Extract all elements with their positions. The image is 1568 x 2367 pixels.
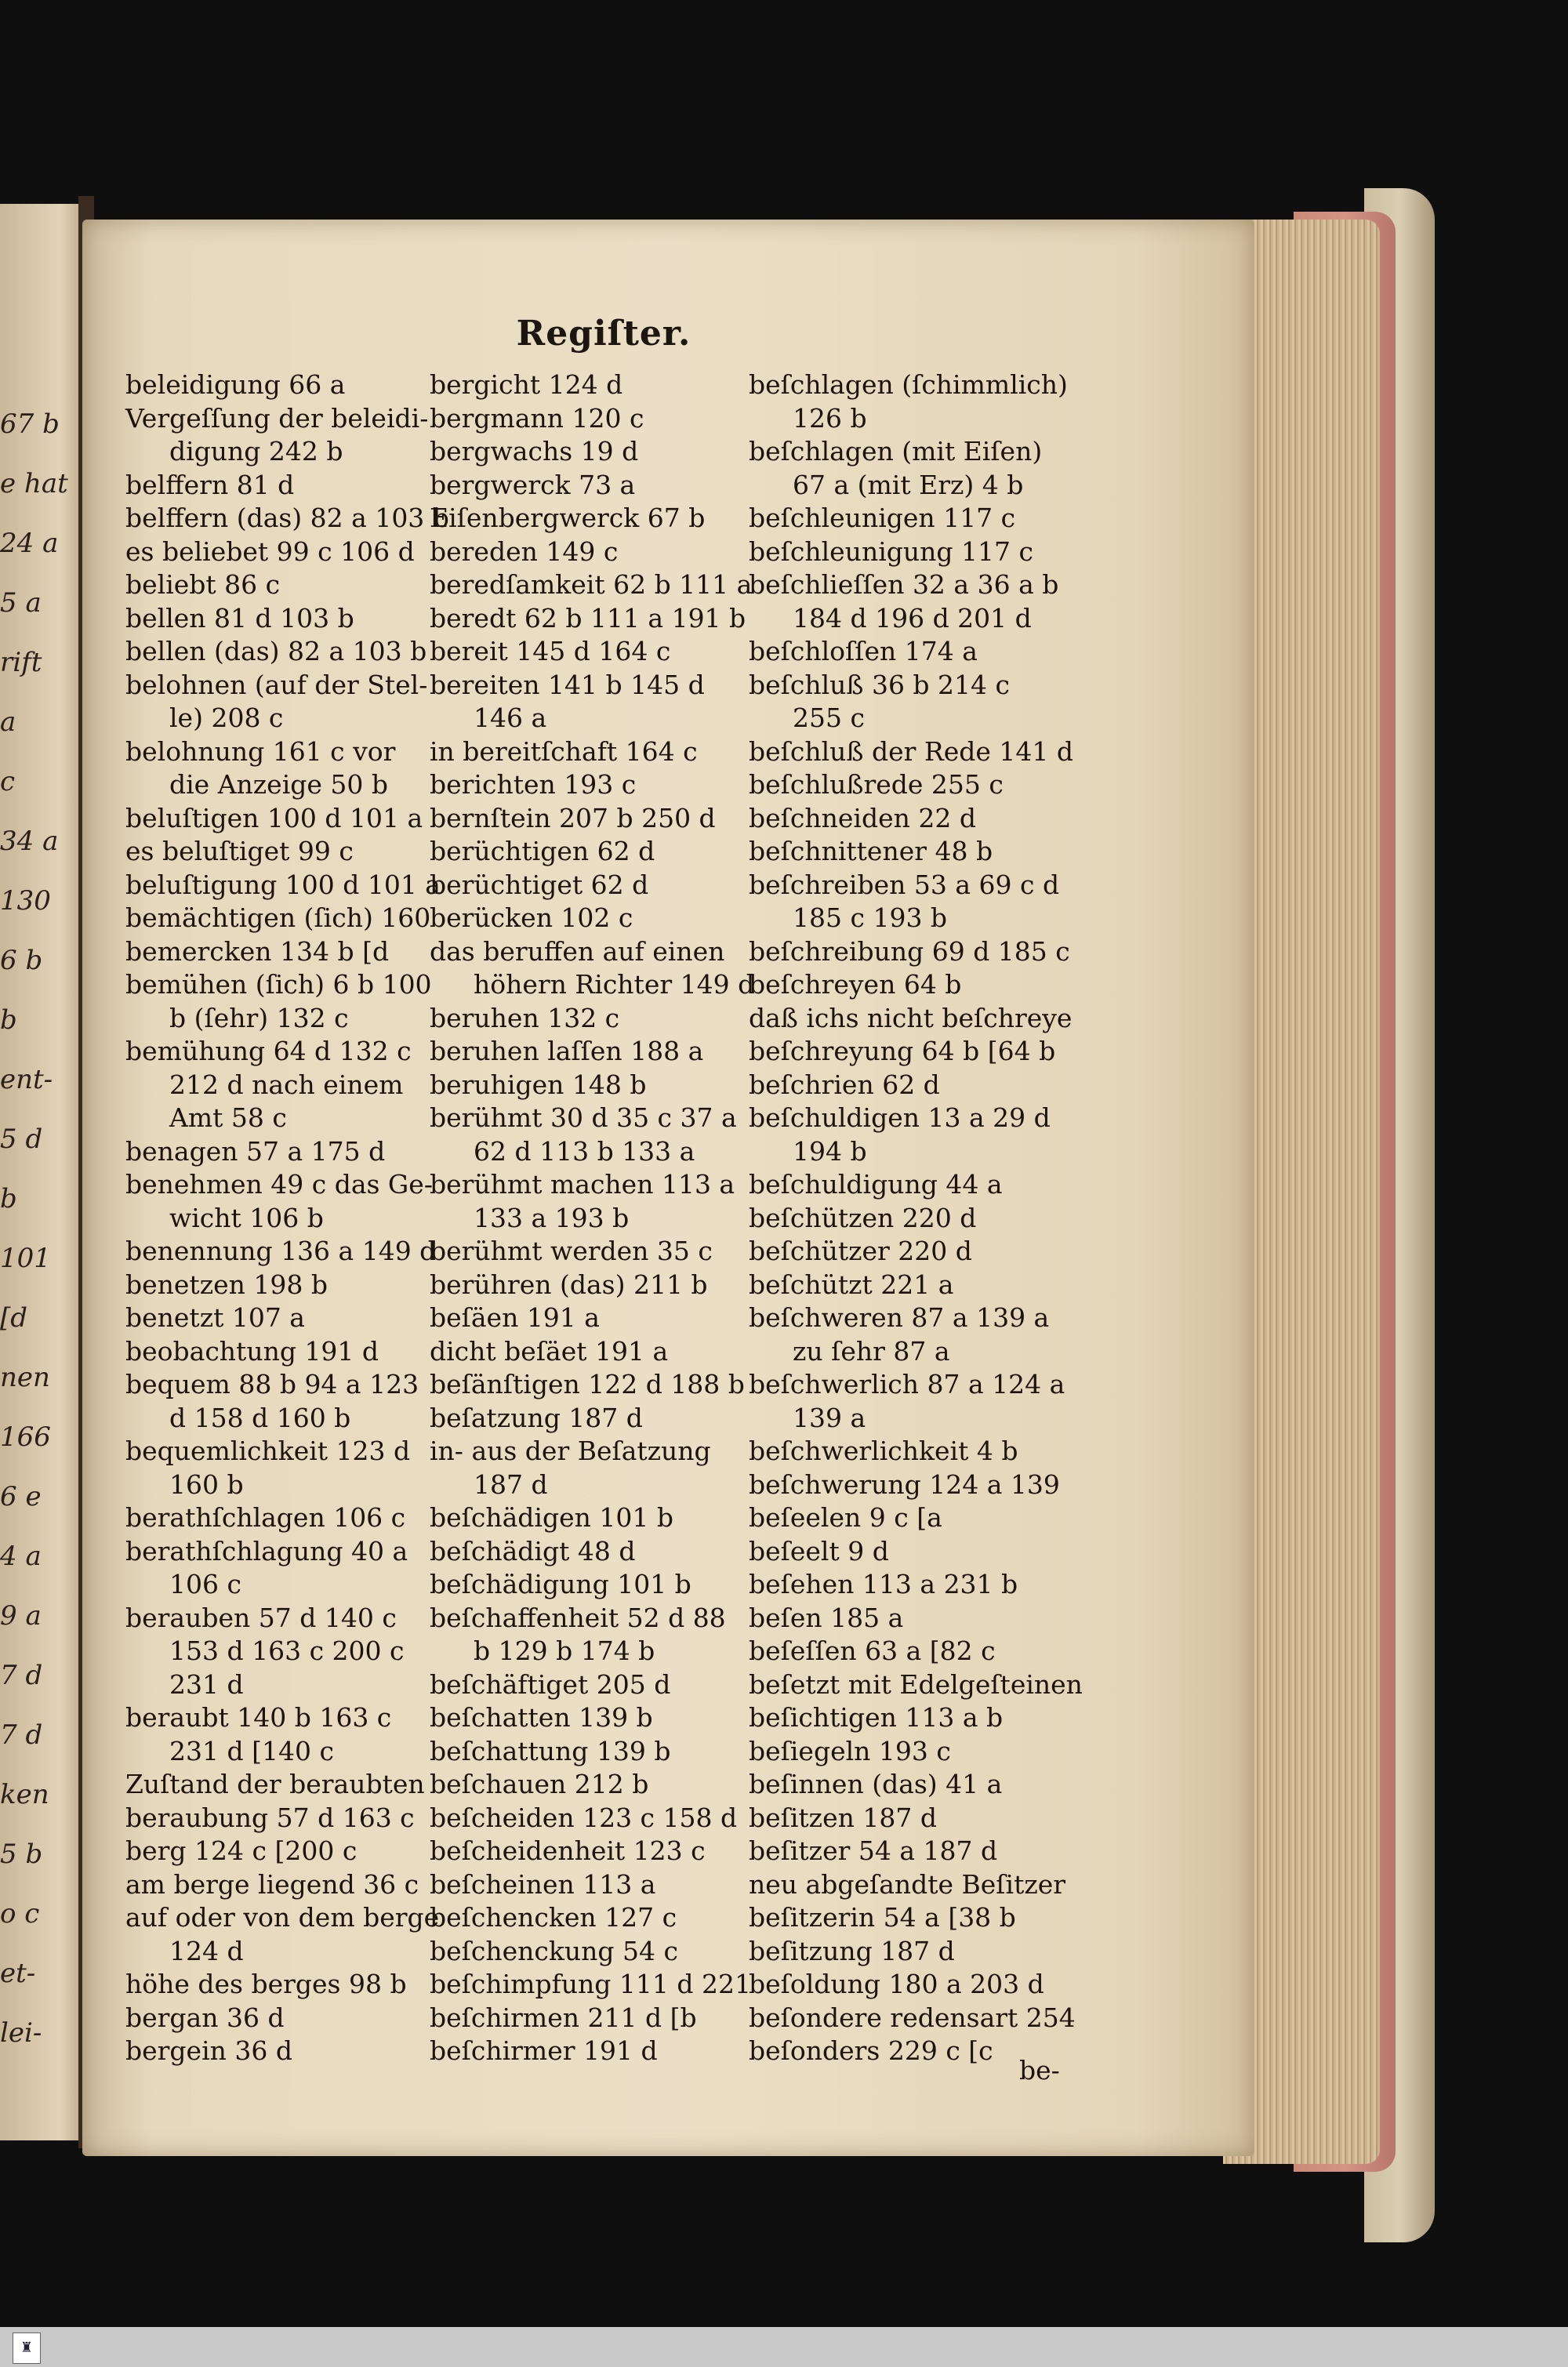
index-entry: bellen (das) 82 a 103 b <box>125 636 427 666</box>
index-entry: beſchleunigung 117 c <box>749 535 1033 567</box>
index-entry: beſänſtigen 122 d 188 b <box>430 1369 745 1400</box>
index-entry: 231 d <box>169 1668 244 1700</box>
index-entry: bemächtigen (ſich) 160 <box>125 902 431 933</box>
index-entry: bergwachs 19 d <box>430 436 639 467</box>
index-entry: höhe des berges 98 b <box>125 1969 407 1999</box>
index-entry: beſchauen 212 b <box>430 1769 649 1799</box>
margin-fragment: ent- <box>0 1064 53 1095</box>
index-entry: 194 b <box>793 1135 867 1167</box>
index-entry: beſchuldigen 13 a 29 d <box>749 1102 1051 1133</box>
index-entry: beſchleunigen 117 c <box>749 503 1016 533</box>
index-entry: 67 a (mit Erz) 4 b <box>793 469 1024 500</box>
index-entry: beſchattung 139 b <box>430 1735 671 1766</box>
index-entry: auf oder von dem berge <box>125 1902 440 1933</box>
index-entry: b 129 b 174 b <box>474 1635 655 1666</box>
index-entry: beſatzung 187 d <box>430 1402 643 1433</box>
index-entry: berühmt 30 d 35 c 37 a <box>430 1102 737 1133</box>
margin-fragment: b <box>0 1183 17 1214</box>
index-entry: beſchrien 62 d <box>749 1069 940 1100</box>
index-entry: beſchluß der Rede 141 d <box>749 735 1073 767</box>
index-entry: beſchlußrede 255 c <box>749 769 1004 800</box>
index-entry: es beluſtiget 99 c <box>125 836 354 866</box>
index-entry: bergan 36 d <box>125 2002 285 2033</box>
index-entry: benetzt 107 a <box>125 1302 305 1333</box>
left-page <box>0 204 86 2140</box>
margin-fragment: c <box>0 766 16 797</box>
index-entry: beredt 62 b 111 a 191 b <box>430 602 746 633</box>
index-entry: Zuſtand der beraubten <box>125 1769 425 1799</box>
index-entry: in bereitſchaft 164 c <box>430 735 698 767</box>
index-entry: beſitzen 187 d <box>749 1802 937 1833</box>
margin-fragment: a <box>0 706 16 738</box>
index-entry: bernſtein 207 b 250 d <box>430 802 716 833</box>
index-entry: benehmen 49 c das Ge- <box>125 1169 433 1200</box>
index-entry: beſcheidenheit 123 c <box>430 1835 706 1866</box>
index-entry: belohnen (auf der Stel- <box>125 669 428 700</box>
index-entry: beruhen 132 c <box>430 1002 620 1033</box>
margin-fragment: o c <box>0 1898 40 1930</box>
index-entry: bergwerck 73 a <box>430 469 636 500</box>
index-entry: bequemlichkeit 123 d <box>125 1436 411 1466</box>
margin-fragment: 5 a <box>0 587 42 619</box>
index-entry: digung 242 b <box>169 436 343 467</box>
index-entry: beſchuldigung 44 a <box>749 1169 1003 1200</box>
index-entry: beſchatten 139 b <box>430 1702 653 1733</box>
margin-fragment: lei- <box>0 2017 42 2049</box>
index-entry: beſchloſſen 174 a <box>749 636 978 666</box>
index-entry: beſchreyung 64 b [64 b <box>749 1036 1056 1066</box>
index-entry: Amt 58 c <box>169 1102 287 1133</box>
index-entry: 126 b <box>793 402 867 434</box>
margin-fragment: 6 b <box>0 945 43 976</box>
index-entry: beſeelt 9 d <box>749 1535 889 1567</box>
index-entry: beſchencken 127 c <box>430 1902 677 1933</box>
index-entry: benetzen 198 b <box>125 1269 328 1300</box>
index-entry: neu abgeſandte Beſitzer <box>749 1868 1066 1900</box>
index-column-3 <box>749 368 1083 2068</box>
index-entry: beſonders 229 c [c <box>749 2035 993 2066</box>
index-entry: beſiegeln 193 c <box>749 1735 951 1766</box>
index-entry: benagen 57 a 175 d <box>125 1135 386 1167</box>
index-entry: le) 208 c <box>169 702 284 733</box>
index-entry: beſitzerin 54 a [38 b <box>749 1902 1016 1933</box>
index-entry: bereden 149 c <box>430 535 619 567</box>
index-entry: 124 d <box>169 1935 244 1966</box>
index-entry: beſchluß 36 b 214 c <box>749 669 1010 700</box>
index-entry: daß ichs nicht beſchreye <box>749 1002 1073 1033</box>
index-entry: beſcheiden 123 c 158 d <box>430 1802 738 1833</box>
margin-fragment: et- <box>0 1958 36 1989</box>
index-entry: 212 d nach einem <box>169 1069 404 1100</box>
index-entry: wicht 106 b <box>169 1202 324 1233</box>
index-entry: bergein 36 d <box>125 2035 292 2066</box>
index-entry: bellen 81 d 103 b <box>125 602 354 633</box>
index-entry: beſetzt mit Edelgeſteinen <box>749 1668 1083 1700</box>
index-entry: bequem 88 b 94 a 123 <box>125 1369 419 1400</box>
index-entry: beluſtigung 100 d 101 a <box>125 869 441 900</box>
index-entry: in- aus der Beſatzung <box>430 1436 711 1466</box>
margin-fragment: nen <box>0 1362 50 1393</box>
margin-fragment: b <box>0 1004 17 1036</box>
index-entry: beſchlagen (mit Eiſen) <box>749 436 1043 467</box>
index-entry: beſchwerlichkeit 4 b <box>749 1436 1018 1466</box>
index-entry: Vergeſſung der beleidi- <box>125 402 429 434</box>
index-entry: beruhigen 148 b <box>430 1069 647 1100</box>
index-entry: berühren (das) 211 b <box>430 1269 708 1300</box>
index-entry: beſitzer 54 a 187 d <box>749 1835 998 1866</box>
index-entry: beſäen 191 a <box>430 1302 600 1333</box>
index-entry: bereit 145 d 164 c <box>430 636 671 666</box>
index-entry: beſchreibung 69 d 185 c <box>749 935 1070 967</box>
index-entry: 185 c 193 b <box>793 902 948 933</box>
index-entry: bemercken 134 b [d <box>125 935 390 967</box>
page-title: Regiſter. <box>516 314 691 354</box>
index-entry: beſitzung 187 d <box>749 1935 955 1966</box>
margin-fragment: rift <box>0 647 42 678</box>
index-entry: belffern (das) 82 a 103 b <box>125 503 449 533</box>
index-entry: beſchnittener 48 b <box>749 836 993 866</box>
index-entry: das beruffen auf einen <box>430 935 725 967</box>
index-entry: beſchirmen 211 d [b <box>430 2002 697 2033</box>
index-entry: beſchädigung 101 b <box>430 1569 691 1599</box>
index-entry: 146 a <box>474 702 547 733</box>
index-entry: beſeelen 9 c [a <box>749 1502 942 1533</box>
index-entry: berichten 193 c <box>430 769 637 800</box>
viewer-footer-bar <box>0 2327 1568 2367</box>
margin-fragment: 7 d <box>0 1719 43 1751</box>
left-margin-fragments <box>0 408 78 2076</box>
index-entry: 160 b <box>169 1468 244 1500</box>
index-entry: höhern Richter 149 d <box>474 969 755 1000</box>
index-entry: beſchützer 220 d <box>749 1236 972 1266</box>
index-entry: berauben 57 d 140 c <box>125 1602 397 1633</box>
index-entry: beſcheinen 113 a <box>430 1868 656 1900</box>
index-entry: berg 124 c [200 c <box>125 1835 358 1866</box>
index-entry: beſchützt 221 a <box>749 1269 954 1300</box>
index-entry: beſehen 113 a 231 b <box>749 1569 1018 1599</box>
index-entry: beſinnen (das) 41 a <box>749 1769 1003 1799</box>
index-entry: beſchwerlich 87 a 124 a <box>749 1369 1065 1400</box>
index-entry: berücken 102 c <box>430 902 633 933</box>
margin-fragment: 5 d <box>0 1124 43 1155</box>
index-entry: b (ſehr) 132 c <box>169 1002 349 1033</box>
index-entry: 255 c <box>793 702 865 733</box>
index-column-2 <box>430 368 755 2068</box>
index-entry: beſchädigt 48 d <box>430 1535 636 1567</box>
index-entry: am berge liegend 36 c <box>125 1868 419 1900</box>
margin-fragment: 166 <box>0 1421 51 1453</box>
index-entry: belffern 81 d <box>125 469 295 500</box>
index-entry: 231 d [140 c <box>169 1735 334 1766</box>
index-entry: berüchtiget 62 d <box>430 869 649 900</box>
index-entry: 139 a <box>793 1402 866 1433</box>
index-entry: bemühen (ſich) 6 b 100 <box>125 969 432 1000</box>
index-entry: bereiten 141 b 145 d <box>430 669 705 700</box>
index-entry: 62 d 113 b 133 a <box>474 1135 695 1167</box>
index-entry: beſchreyen 64 b <box>749 969 962 1000</box>
index-entry: es beliebet 99 c 106 d <box>125 535 415 567</box>
margin-fragment: 67 b <box>0 408 60 440</box>
index-entry: beraubt 140 b 163 c <box>125 1702 392 1733</box>
index-entry: beſchlieſſen 32 a 36 a b <box>749 569 1059 600</box>
index-entry: berühmt werden 35 c <box>430 1236 713 1266</box>
index-entry: beſchreiben 53 a 69 c d <box>749 869 1060 900</box>
index-entry: bergmann 120 c <box>430 402 644 434</box>
margin-fragment: 101 <box>0 1243 51 1274</box>
margin-fragment: 34 a <box>0 826 59 857</box>
index-entry: beſondere redensart 254 <box>749 2002 1076 2033</box>
index-entry: beſchützen 220 d <box>749 1202 977 1233</box>
index-entry: 184 d 196 d 201 d <box>793 602 1032 633</box>
index-entry: Eiſenbergwerck 67 b <box>430 503 706 533</box>
index-entry: beruhen laſſen 188 a <box>430 1036 704 1066</box>
index-entry: beleidigung 66 a <box>125 369 346 400</box>
index-entry: benennung 136 a 149 d <box>125 1236 437 1266</box>
index-entry: dicht beſäet 191 a <box>430 1335 669 1367</box>
index-entry: berüchtigen 62 d <box>430 836 655 866</box>
index-entry: beſchwerung 124 a 139 <box>749 1468 1060 1500</box>
index-entry: beſeſſen 63 a [82 c <box>749 1635 996 1666</box>
index-entry: beſchirmer 191 d <box>430 2035 658 2066</box>
margin-fragment: 24 a <box>0 528 59 559</box>
index-entry: berathſchlagung 40 a <box>125 1535 408 1567</box>
margin-fragment: 7 d <box>0 1660 43 1691</box>
index-entry: beliebt 86 c <box>125 569 281 600</box>
margin-fragment: 5 b <box>0 1839 43 1870</box>
margin-fragment: e hat <box>0 468 68 499</box>
index-entry: beſen 185 a <box>749 1602 904 1633</box>
index-entry: bemühung 64 d 132 c <box>125 1036 412 1066</box>
index-entry: beſchäftiget 205 d <box>430 1668 671 1700</box>
index-entry: berühmt machen 113 a <box>430 1169 735 1200</box>
index-entry: die Anzeige 50 b <box>169 769 389 800</box>
index-entry: beobachtung 191 d <box>125 1335 379 1367</box>
index-entry: beraubung 57 d 163 c <box>125 1802 415 1833</box>
index-entry: 106 c <box>169 1569 241 1599</box>
index-entry: beluſtigen 100 d 101 a <box>125 802 423 833</box>
margin-fragment: 130 <box>0 885 51 917</box>
index-entry: beſchaffenheit 52 d 88 <box>430 1602 726 1633</box>
index-entry: beredſamkeit 62 b 111 a <box>430 569 753 600</box>
index-entry: d 158 d 160 b <box>169 1402 351 1433</box>
margin-fragment: [d <box>0 1302 28 1334</box>
index-entry: 187 d <box>474 1468 548 1500</box>
index-entry: belohnung 161 c vor <box>125 735 396 767</box>
index-entry: beſchneiden 22 d <box>749 802 976 833</box>
index-entry: berathſchlagen 106 c <box>125 1502 406 1533</box>
index-entry: zu ſehr 87 a <box>793 1335 950 1367</box>
library-logo-icon: ♜ <box>13 2333 41 2364</box>
index-entry: bergicht 124 d <box>430 369 623 400</box>
index-column-1 <box>125 368 449 2068</box>
index-entry: beſchädigen 101 b <box>430 1502 673 1533</box>
catchword: be- <box>1019 2055 1060 2086</box>
index-entry: beſoldung 180 a 203 d <box>749 1969 1044 1999</box>
index-entry: beſchimpfung 111 d 221 <box>430 1969 751 1999</box>
index-entry: beſchweren 87 a 139 a <box>749 1302 1050 1333</box>
index-entry: 133 a 193 b <box>474 1202 630 1233</box>
index-entry: beſchenckung 54 c <box>430 1935 678 1966</box>
index-entry: beſchlagen (ſchimmlich) <box>749 369 1068 400</box>
index-entry: beſichtigen 113 a b <box>749 1702 1004 1733</box>
margin-fragment: 6 e <box>0 1481 42 1512</box>
margin-fragment: 4 a <box>0 1541 42 1572</box>
margin-fragment: ken <box>0 1779 49 1810</box>
index-entry: 153 d 163 c 200 c <box>169 1635 405 1666</box>
margin-fragment: 9 a <box>0 1600 42 1632</box>
